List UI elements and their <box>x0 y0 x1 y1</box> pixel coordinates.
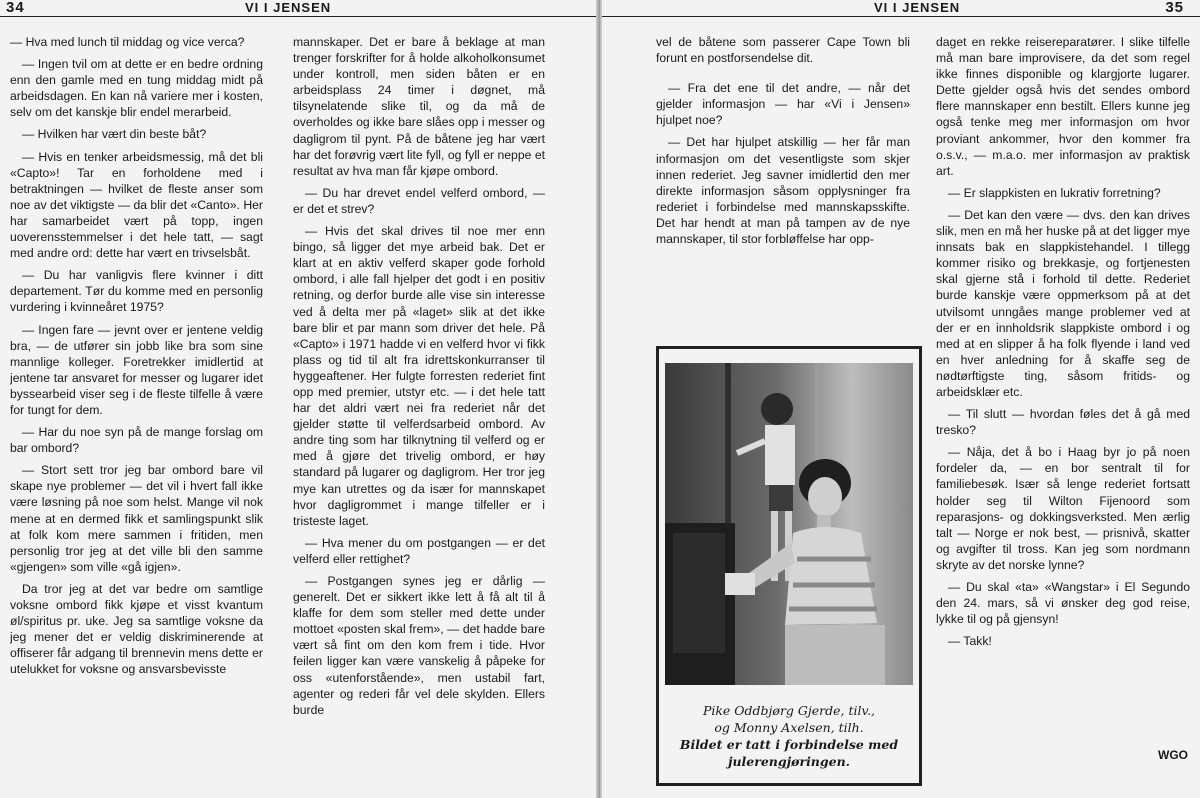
left-page <box>0 0 598 798</box>
right-page-header <box>602 0 1200 16</box>
paragraph: — Ingen tvil om at dette er en bedre ordning enn den gamle med en tung middag midt på arbeidsdagen. En kan nå variere mer i kosten, selv om det kanskje blir endel merarbeid. <box>10 57 263 120</box>
paragraph: — Det kan den være — dvs. den kan drives slik, men en må her huske på at det ligger mye innsats bak en slappkistehandel. I tillegg kommer risiko og brekkasje, og fortjenesten skal gjerne stå i forhold til dette. Rederiet burde kanskje være oppmerksom på at det utvilsomt unngåes mange problemer ved at der er en innholdsrik slappkiste ombord i og med at en slipper å ha folk flyende i land ved en hver anledning for å skaffe seg de nødtørftigste ting, såsom fritids- og arbeidsklær etc. <box>936 207 1190 399</box>
paragraph: — Du har vanligvis flere kvinner i ditt departement. Tør du komme med en personlig vurdering i kvinneåret 1975? <box>10 268 263 315</box>
paragraph: — Hvis det skal drives til noe mer enn bingo, så ligger det mye arbeid bak. Det er klart at en aktiv velferd skaper gode forhold ombord, i alle fall hjelper det godt i en positiv retning, og derfor burde alle vise sin interesse ved å delta mer på «laget» slik at det ikke bare blir et par mann som driver det hele. På «Capto» i 1971 hadde vi en velferd hvor vi fikk plass og tid til alt fra idrettskonkurranser til hyggeaftener. Her fulgte forresten rederiet fint opp med premier, utstyr etc. — i det hele tatt har det aldri vært nei fra rederiet når det gjelder støtte til velferdsarbeid ombord. Av andre ting som har tilknytning til velferd og er med å gjøre det trivelig ombord, er høy standard på lugarer og dagligrom. Her tror jeg mye kan utrettes og da især for mannskapet hvor dagligrommet i mange tilfeller er i tristeste laget. <box>293 224 545 528</box>
right-page <box>602 0 1200 798</box>
author-signature: WGO <box>1158 748 1188 762</box>
paragraph: — Stort sett tror jeg bar ombord bare vil skape nye problemer — det vil i hvert fall ikke være løsning på noe som helst. Mange vil nok mene at en dermed fikk et samlingspunkt slik at folk kom mere sammen i fritiden, men personlig tror jeg at det ville bli den samme «gjengen» som ville «gå igjen». <box>10 463 263 574</box>
paragraph: mannskaper. Det er bare å beklage at man trenger forskrifter for å holde alkoholkonsumet under kontroll, men siden båten er en arbeidsplass 24 timer i døgnet, må tilsynelatende slike til, og da må de overholdes og ikke bare slåes opp i messer og dagligrom til pynt. På de båtene jeg har vært har det forøvrig vært lite fyll, og fyll er neppe et resultat av hva man får kjøpe ombord. <box>293 35 545 178</box>
caption-line: Bildet er tatt i forbindelse med <box>679 737 899 752</box>
running-title-right: VI I JENSEN <box>874 0 961 15</box>
paragraph: — Hvilken har vært din beste båt? <box>22 127 207 142</box>
paragraph: — Det har hjulpet atskillig — her får man informasjon om det vesentligste som skjer innen rederiet. Jeg savner imidlertid den mer direkte informasjon såsom opplysninger fra rederiet i forbindelse med mannskapsskifte. Det har hendt at man på tampen av de nye mannskaper, til stor forbløffelse har opp- <box>656 135 910 247</box>
paragraph: — Har du noe syn på de mange forslag om bar ombord? <box>10 425 263 456</box>
paragraph: vel de båtene som passerer Cape Town bli forunt en postforsendelse dit. <box>656 35 910 66</box>
caption-line: julerengjøringen. <box>727 754 851 769</box>
caption-line: Pike Oddbjørg Gjerde, tilv., <box>702 703 876 718</box>
paragraph: — Til slutt — hvordan føles det å gå med tresko? <box>936 407 1190 438</box>
right-page-column-2 <box>936 34 1190 655</box>
left-page-column-2 <box>293 34 545 724</box>
paragraph: daget en rekke reisereparatører. I slike tilfelle må man bare improvisere, da det som regel ikke finnes disponible og klargjorte lugarer. Dette gjelder også hvis det sendes ombord flere mannskaper enn bestilt. Ellers kunne jeg også tenke meg mer informasjon om hvor proviant ankommer, hvor den kommer fra o.s.v., — m.a.o. mer informasjon av praktisk art. <box>936 35 1190 178</box>
page-number-right: 35 <box>1165 0 1184 16</box>
left-page-header <box>0 0 598 16</box>
photo-illustration <box>665 363 913 685</box>
paragraph: — Du skal «ta» «Wangstar» i El Segundo den 24. mars, så vi ønsker deg god reise, lykke til og på gjensyn! <box>936 580 1190 627</box>
paragraph: — Postgangen synes jeg er dårlig — generelt. Det er sikkert ikke lett å få alt til å klaffe for dem som steller med dette under mottoet «posten skal frem», — det hadde bare vært så fint om den kom frem i tide. Hvor feilen ligger kan være vanskelig å påpeke for oss «utenforstående», men ustabil fart, agenter og rederi får vel dele skylden. Ellers burde <box>293 574 545 717</box>
photo <box>665 363 913 685</box>
paragraph: — Ingen fare — jevnt over er jentene veldig bra, — de utfører sin jobb like bra som sine mannlige kolleger. Foretrekker imidlertid at jentene tar ansvaret for messer og lugarer idet byssearbeid viser seg i de fleste tilfelle å være for tungt for dem. <box>10 322 263 417</box>
paragraph: — Hvis en tenker arbeidsmessig, må det bli «Capto»! Tar en forholdene med i betraktningen — hvilket de fleste anser som noe av det viktigste — da blir det «Canto». Her har samarbeidet vært på topp, ingen uoverensstemmelser i det hele tatt, — sagt med andre ord: dette har vært en trivselsbåt. <box>10 149 263 261</box>
paragraph: Da tror jeg at det var bedre om samtlige voksne ombord fikk kjøpe et visst kvantum øl/spiritus pr. uke. Jeg sa samtlige voksne da jeg mener det er veldig diskriminerende at offiserer får adgang til brennevin mens dette er utelukket for voksne og ansvarsbevisste <box>10 581 263 677</box>
photo-caption <box>663 703 915 771</box>
left-page-column-1 <box>10 34 263 683</box>
caption-line: og Monny Axelsen, tilh. <box>714 720 864 735</box>
paragraph: — Nåja, det å bo i Haag byr jo på noen fordeler da, — en bor sentralt til for familiebesøk. Især så lenge rederiet fortsatt holder seg til Wilton Fijenoord som reparasjons- og dokkingsverksted. Men ærlig talt — Norge er nok best, — prisnivå, skatter og avgifter til tross. Kan jeg som nordmann skryte av det norske lynne? <box>936 445 1190 572</box>
paragraph: — Er slappkisten en lukrativ forretning? <box>948 185 1161 200</box>
paragraph: — Hva med lunch til middag og vice verca? <box>10 35 245 49</box>
page-number-left: 34 <box>6 0 25 16</box>
running-title-left: VI I JENSEN <box>245 0 332 15</box>
paragraph: — Hva mener du om postgangen — er det velferd eller rettighet? <box>293 535 545 566</box>
photo-frame <box>656 346 922 786</box>
header-rule-right <box>602 16 1200 17</box>
paragraph: — Fra det ene til det andre, — når det gjelder informasjon — har «Vi i Jensen» hjulpet noe? <box>656 81 910 128</box>
paragraph: — Takk! <box>948 634 992 649</box>
right-page-column-1 <box>656 34 910 334</box>
header-rule-left <box>0 16 598 17</box>
paragraph: — Du har drevet endel velferd ombord, — er det et strev? <box>293 185 545 216</box>
